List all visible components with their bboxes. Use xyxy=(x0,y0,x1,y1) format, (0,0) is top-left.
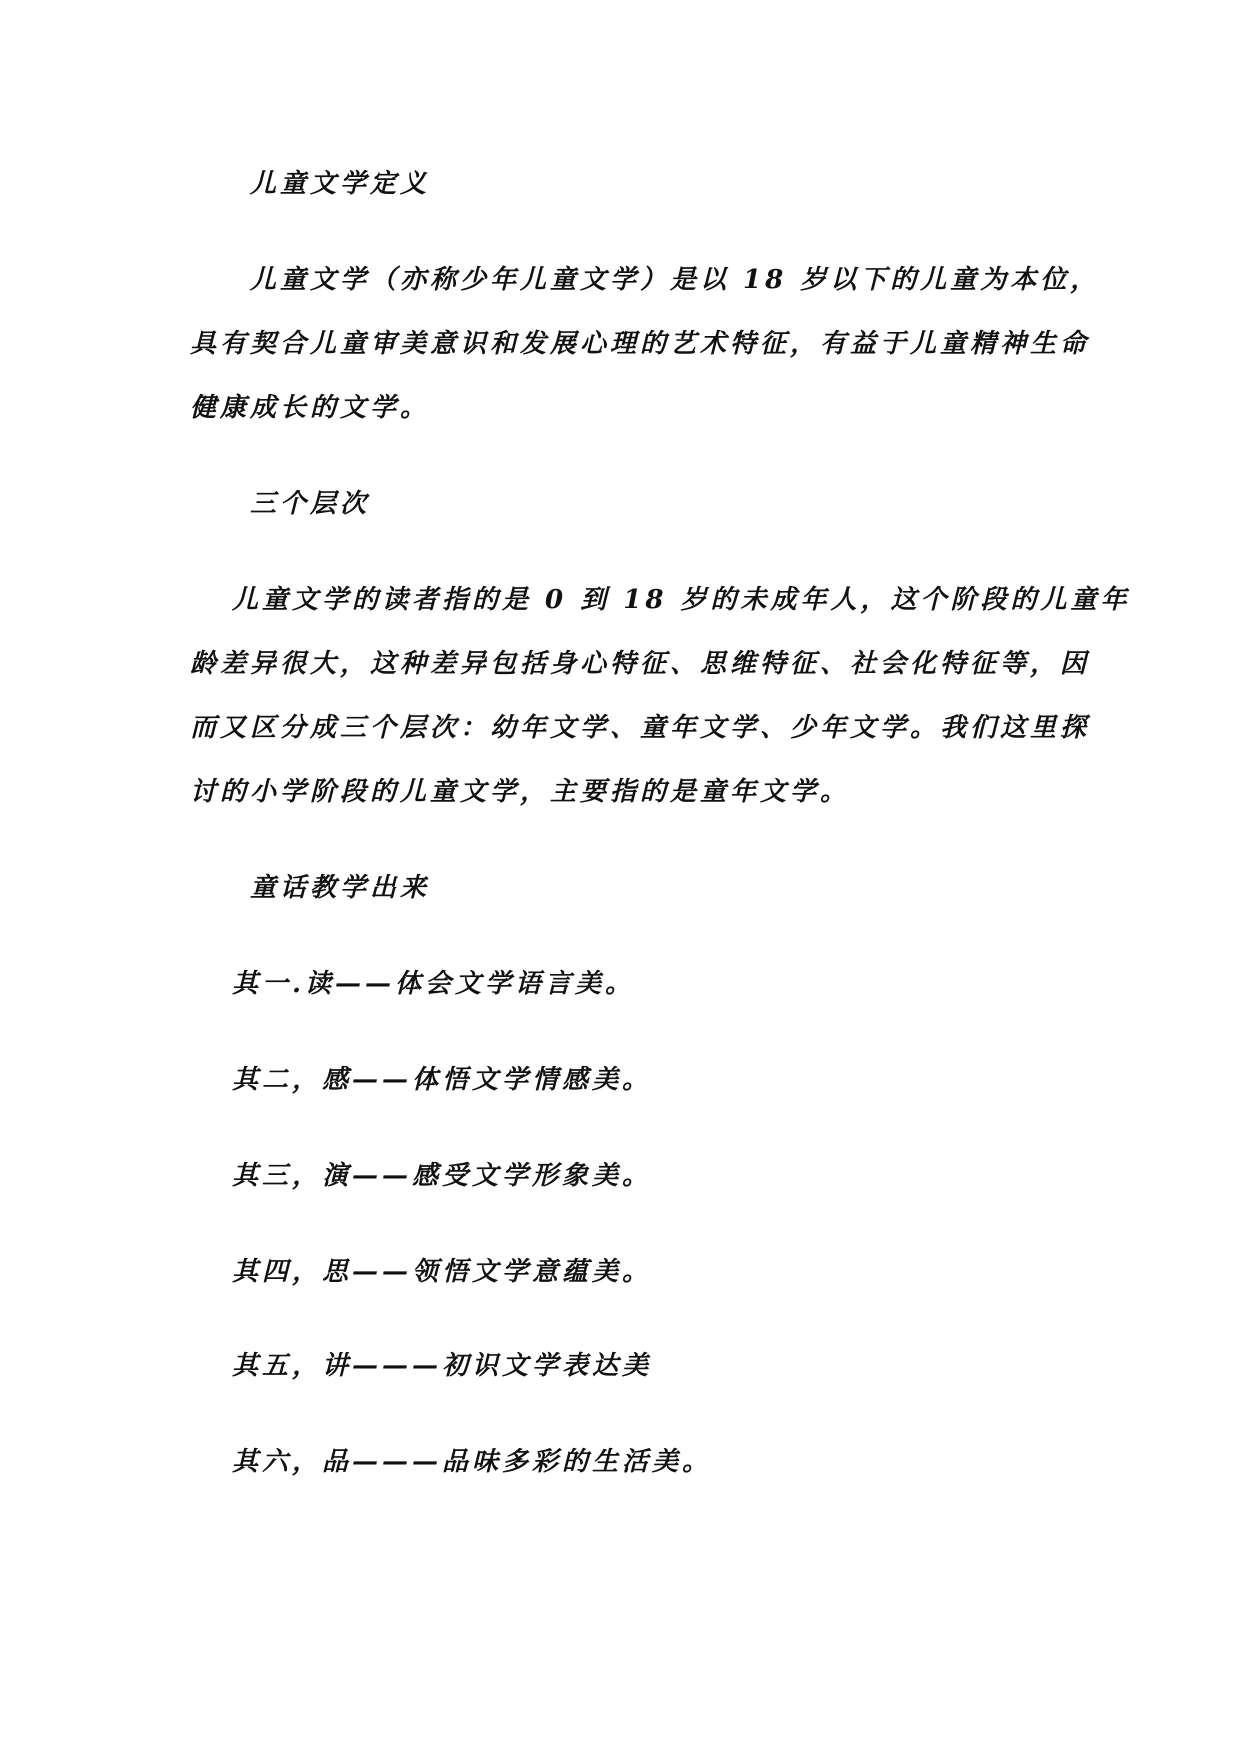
levels-line-1: 儿童文学的读者指的是 0 到 18 岁的未成年人，这个阶段的儿童年 xyxy=(232,585,1131,615)
list-item-5: 其五，讲———初识文学表达美 xyxy=(232,1351,653,1381)
list-item-6: 其六，品———品味多彩的生活美。 xyxy=(232,1447,713,1477)
heading-fairytale-teaching: 童话教学出来 xyxy=(250,873,431,903)
levels-line-2: 龄差异很大，这种差异包括身心特征、思维特征、社会化特征等，因 xyxy=(190,649,1091,679)
levels-line-3: 而又区分成三个层次：幼年文学、童年文学、少年文学。我们这里探 xyxy=(190,713,1091,743)
definition-line-1: 儿童文学（亦称少年儿童文学）是以 18 岁以下的儿童为本位， xyxy=(250,265,1101,295)
definition-line-2: 具有契合儿童审美意识和发展心理的艺术特征，有益于儿童精神生命 xyxy=(190,329,1091,359)
list-item-4: 其四，思——领悟文学意蕴美。 xyxy=(232,1257,653,1287)
list-item-3: 其三，演——感受文学形象美。 xyxy=(232,1161,653,1191)
list-item-2: 其二，感——体悟文学情感美。 xyxy=(232,1065,653,1095)
list-item-1: 其一.读——体会文学语言美。 xyxy=(232,969,636,999)
levels-line-4: 讨的小学阶段的儿童文学，主要指的是童年文学。 xyxy=(190,777,851,807)
heading-levels: 三个层次 xyxy=(250,489,371,519)
definition-line-3: 健康成长的文学。 xyxy=(190,393,431,423)
heading-definition: 儿童文学定义 xyxy=(250,169,431,199)
